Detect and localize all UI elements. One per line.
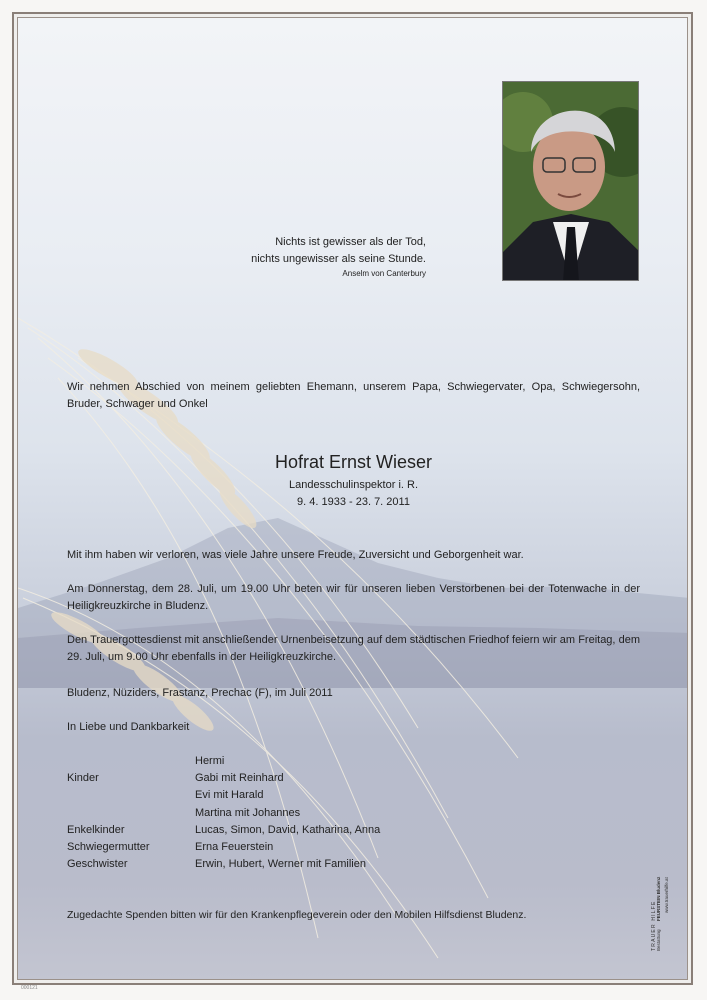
family-label: Geschwister — [67, 858, 128, 871]
footer-code: 000121 — [21, 985, 38, 991]
closing-line: In Liebe und Dankbarkeit — [67, 721, 190, 733]
deceased-name: Hofrat Ernst Wieser — [274, 452, 433, 472]
quote-line-1: Nichts ist gewisser als der Tod, — [275, 236, 426, 248]
logo-line-2: Bestattung — [656, 929, 661, 951]
logo-line-4: www.trauerhilfe.at — [664, 877, 669, 913]
family-label: Enkelkinder — [67, 823, 125, 836]
funeral-home-logo — [649, 853, 673, 953]
family-names: Hermi — [195, 755, 225, 767]
family-names: Gabi mit Reinhard — [195, 772, 284, 785]
quote-line-2: nichts ungewisser als seine Stunde. — [251, 253, 426, 265]
family-label — [67, 787, 195, 804]
quote-author: Anselm von Canterbury — [342, 269, 426, 278]
family-row — [67, 856, 380, 873]
family-row — [67, 787, 380, 804]
quote-block — [150, 234, 426, 280]
family-row — [67, 753, 380, 770]
family-names: Martina mit Johannes — [195, 806, 301, 819]
family-label: Schwiegermutter — [67, 841, 150, 854]
family-row — [67, 805, 380, 822]
donations-note: Zugedachte Spenden bitten wir für den Krankenpflegeverein oder den Mobilen Hilfsdienst Bludenz. — [67, 909, 527, 921]
paragraph-2: Am Donnerstag, dem 28. Juli, um 19.00 Uhr beten wir für unseren lieben Verstorbenen bei der Totenwache in der Heiligkreuzkirche in Bludenz. — [67, 583, 640, 612]
portrait-photo — [502, 81, 639, 281]
family-names: Erwin, Hubert, Werner mit Familien — [195, 858, 366, 871]
paragraph-1: Mit ihm haben wir verloren, was viele Jahre unsere Freude, Zuversicht und Geborgenheit war. — [67, 549, 524, 561]
family-label: Kinder — [67, 772, 99, 785]
family-names: Erna Feuerstein — [195, 841, 274, 854]
logo-line-3: FEURSTEIN Bludenz — [656, 876, 661, 921]
family-names: Lucas, Simon, David, Katharina, Anna — [195, 823, 381, 836]
family-names: Evi mit Harald — [195, 789, 264, 802]
family-row — [67, 839, 380, 856]
family-label — [67, 753, 195, 770]
deceased-title: Landesschulinspektor i. R. — [288, 479, 418, 491]
family-row — [67, 770, 380, 787]
deceased-dates: 9. 4. 1933 - 23. 7. 2011 — [297, 496, 410, 508]
intro-text: Wir nehmen Abschied von meinem geliebten Ehemann, unserem Papa, Schwiegervater, Opa, Schwiegersohn, Bruder, Schwager und Onkel — [67, 381, 640, 410]
family-label — [67, 805, 195, 822]
family-row — [67, 822, 380, 839]
family-list — [67, 753, 380, 873]
place-date: Bludenz, Nüziders, Frastanz, Prechac (F), im Juli 2011 — [67, 687, 333, 699]
logo-line-1: TRAUER HILFE — [651, 900, 657, 951]
paragraph-3: Den Trauergottesdienst mit anschließender Urnenbeisetzung auf dem städtischen Friedhof feiern wir am Freitag, dem 29. Juli, um 9.00 Uhr ebenfalls in der Heiligkreuzkirche. — [67, 634, 640, 663]
